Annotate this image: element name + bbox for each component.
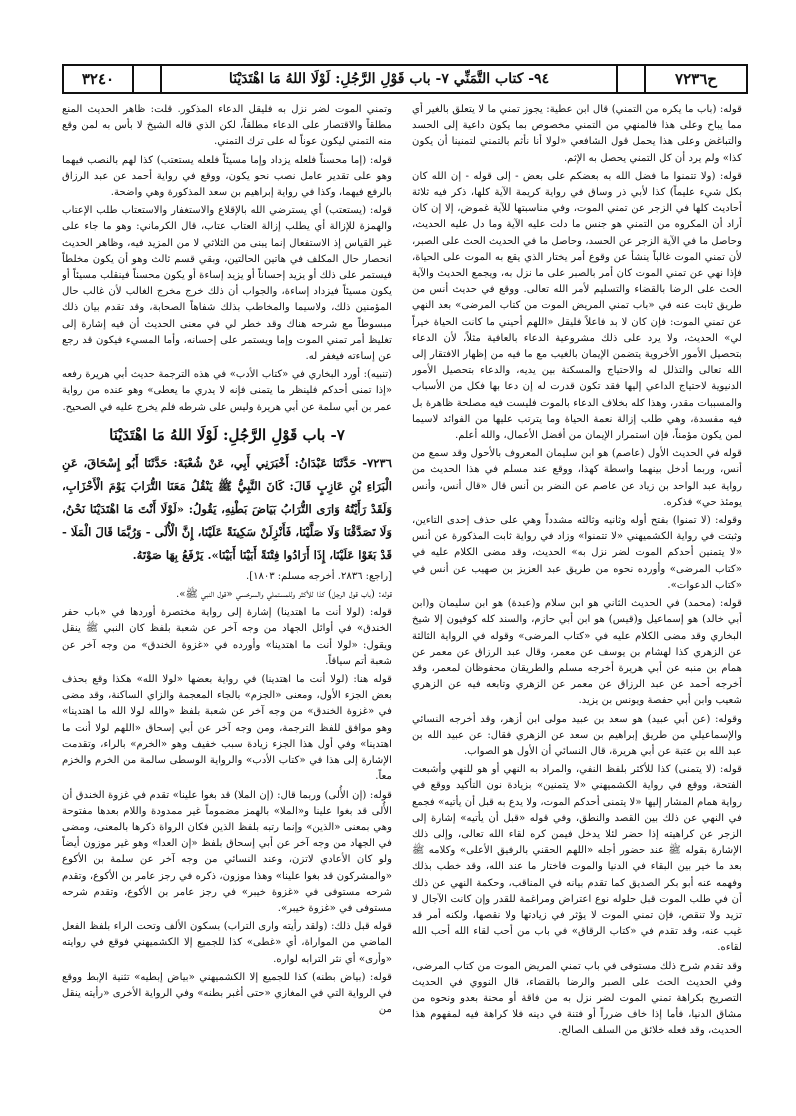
commentary-paragraph: وتمني الموت لضر نزل به فليقل الدعاء المذكور. قلت: ظاهر الحديث المنع مطلقاً والاقتصار على الدعاء مطلقاً، لكن الذي قاله الشيخ لا بأس به لمن وقع منه التمني ليكون عوناً له على ترك التمني.: [62, 104, 392, 148]
commentary-paragraph: وقوله: (عن أبي عبيد) هو سعد بن عبيد مولى ابن أزهر، وقد أخرجه النسائي والإسماعيلي من طريق إبراهيم بن سعد عن الزهري فقال: عن عبيد الله بن عبد الله بن عتبة عن أبي هريرة، قال النسائي أن الأول هو الصواب.: [412, 713, 742, 757]
commentary-paragraph: قوله في الحديث الأول (عاصم) هو ابن سليمان المعروف بالأحول وقد سمع من أنس، وربما أدخل بينهما واسطة كهذا، ووقع عند مسلم في هذا الحديث من رواية عبد الواحد بن زياد عن عاصم عن النضر بن أنس قال «قال أنس، وأنس يومئذ حي» فذكره.: [412, 448, 742, 508]
commentary-paragraph: قوله: (باب قول الرجل) كذا للأكثر وللمستملي والسرخسي «قول النبي ﷺ».: [176, 589, 392, 601]
commentary-paragraph: قوله: (إما محسناً فلعله يزداد وإما مسيئاً فلعله يستعتب) كذا لهم بالنصب فيهما وهو على تقدير عامل نصب نحو يكون، ووقع في رواية أحمد عن عبد الرزاق بالرفع فيهما، وكذا في رواية إبراهيم بن سعد المذكورة وهي واضحة.: [62, 154, 392, 199]
header-divider-cell: [134, 66, 162, 92]
left-column: [62, 102, 392, 1092]
commentary-paragraph: قوله: (يستعتب) أي يسترضي الله بالإقلاع والاستغفار والاستعتاب طلب الإعتاب والهمزة للإزالة أي يطلب إزالة العتاب عتاب، قال الكرماني: وهو ما جاء على غير القياس إذ الاستفعال إنما يبنى من الثلاثي لا من المزيد فيه، وظاهر الحديث انحصار حال المكلف في هاتين الحالتين، وبقي قسم ثالث وهو أن يكون مخلطاً فيستمر على ذلك أو يزيد إحساناً أو يزيد إساءة أو يكون محسناً فينقلب مسيئاً أو يكون مسيئاً فيزداد إساءة، والجواب أن ذلك خرج مخرج الغالب لأن غالب حال المؤمنين ذلك، ولاسيما والمخاطب بذلك شفاهاً الصحابة، وقد تقدم بيان ذلك مبسوطاً مع شرحه هناك وقد خطر لي في معنى الحديث أن فيه إشارة إلى تغليظ أمر تمني الموت وإما ويستمر على إحسانه، وأما المسيء فيكون قد رجع عن إساءته فيغفر له.: [62, 205, 392, 363]
note-paragraph: (تنبيه): أورد البخاري في «كتاب الأدب» في هذه الترجمة حديث أبي هريرة رفعه «إذا تمنى أحدكم فلينظر ما يتمنى فإنه لا يدري ما يعطى» وهو عنده من رواية عمر بن أبي سلمة عن أبي هريرة وليس على شرطه فلم يخرج عليه في الصحيح.: [62, 369, 392, 413]
hadith-references: [راجع: ٢٨٣٦. أخرجه مسلم: ١٨٠٣].: [246, 570, 392, 582]
page-number: ٣٢٤٠: [64, 66, 134, 92]
commentary-paragraph: قوله هنا: (لولا أنت ما اهتدينا) في رواية بعضها «لولا الله» هكذا وقع بحذف بعض الجزء الأول، ومعنى «الجزم» بالجاء المعجمة والزاي الساكنة، وقد مضى في «غزوة الخندق» من وجه آخر عن شعبة بلفظ «والله لولا الله ما اهتدينا» وهو موافق للفظ الترجمة، ومن وجه آخر عن أبي إسحاق «اللهم لولا أنت ما اهتدينا» وفي أول هذا الجزء زيادة سبب خفيف وهو «الخرم» بالراء، وتقدمت الإشارة إلى هذا في «كتاب الأدب» والرواية الوسطى سالمة من الخرم والخزم معاً.: [62, 674, 392, 783]
commentary-paragraph: قوله: (لولا أنت ما اهتدينا) إشارة إلى رواية مختصرة أوردها في «باب حفر الخندق» في أوائل الجهاد من وجه آخر عن شعبة بلفظ كان النبي ﷺ ينقل ويقول: «لولا أنت ما اهتدينا» وأورده في «غزوة الخندق» من وجه آخر عن شعبة أتم سياقاً.: [62, 607, 392, 667]
commentary-paragraph: قوله: (إن الأُلى) وربما قال: (إن الملا) قد بغوا علينا» تقدم في غزوة الخندق أن الأُلى قد بغوا علينا و«الملا» بالهمز مضموماً غير ممدودة واللام بعدها مفتوحة وهي بمعنى «الذين» وإنما رتبه بلفظ الذين فكان الرواة ذكرها بالمعنى، ومضى في الجهاد من وجه آخر عن أبي إسحاق بلفظ «إن العدا» وهو غير موزون أيضاً ولو كان الأعادي لاتزن، وعند النسائي من وجه آخر عن سلمة بن الأكوع «والمشركون قد بغوا علينا» وهذا موزون، ذكره في رجز عامر بن الأكوع، وتقدم شرحه مستوفى في «غزوة خيبر» في رجز عامر بن الأكوع، وتقدم شرحه مستوفى في «غزوة خيبر».: [62, 789, 392, 914]
commentary-paragraph: وقد تقدم شرح ذلك مستوفى في باب تمني المريض الموت من كتاب المرضى، وفي الحديث الحث على الصبر والرضا بالقضاء، قال النووي في الحديث التصريح بكراهة تمني الموت لضر نزل به من فاقة أو محنة بعدو ونحوه من مشاق الدنيا، فأما إذا خاف ضرراً أو فتنة في دينه فلا كراهة فيه لمفهوم هذا الحديث، وقد فعله خلائق من السلف الصالح.: [412, 960, 742, 1037]
right-column: [412, 102, 742, 1092]
hadith-text: ٧٢٣٦- حَدَّثَنَا عَبْدَانُ: أَخْبَرَنِي أَبِي، عَنْ شُعْبَةَ: حَدَّثَنَا أَبُو إِسْحَاقَ، عَنِ الْبَرَاءِ بْنِ عَازِبٍ قَالَ: كَانَ النَّبِيُّ ﷺ يَنْقُلُ مَعَنَا التُّرَابَ يَوْمَ الْأَحْزَابِ، وَلَقَدْ رَأَيْتُهُ وَارَى التُّرَابُ بَيَاضَ بَطْنِهِ، يَقُولُ: «لَوْلَا أَنْتَ مَا اهْتَدَيْنَا نَحْنُ، وَلَا تَصَدَّقْنَا وَلَا صَلَّيْنَا، فَأَنْزِلَنْ سَكِينَةً عَلَيْنَا، إِنَّ الْأُلَى - وَرُبَّمَا قَالَ الْمَلَا - قَدْ بَغَوْا عَلَيْنَا، إِذَا أَرَادُوا فِتْنَةً أَبَيْنَا أَبَيْنَا». يَرْفَعُ بِهَا صَوْتَهُ.: [62, 455, 392, 562]
commentary-paragraph: قوله: (بياض بطنه) كذا للجميع إلا الكشميهني «بياض إبطيه» تثنية الإبط ووقع في الرواية التي في المغازي «حتى أغبر بطنه» وفي الرواية الأخرى «رأيته ينقل من: [62, 971, 392, 1016]
running-header: [62, 64, 748, 94]
commentary-paragraph: قوله: (ولا تتمنوا ما فضل الله به بعضكم على بعض - إلى قوله - إن الله كان بكل شيء عليماً) كذا لأبي ذر وساق في رواية كريمة الآية كلها، ذكر فيه ثلاثة أحاديث كلها في الزجر عن تمني الموت، وفي مناسبتها للآية غموض، إلا إن كان أراد أن المكروه من التمني هو جنس ما دلت عليه الآية وما دل عليه الحديث، وحاصل ما في الآية الزجر عن الحسد، وحاصل ما في الحديث الحث على الصبر، لأن تمني الموت غالباً ينشأ عن وقوع أمر يختار الذي يقع به الموت على الحياة، فإذا نهي عن تمني الموت كان أمر بالصبر على ما نزل به، ويجمع الحديث والآية الحث على الرضا بالقضاء والتسليم لأمر الله تعالى. ووقع في حديث أنس من طريق ثابت عنه في «باب تمني المريض الموت من كتاب المرضى» بعد النهي عن تمني الموت: فإن كان لا بد فاعلاً فليقل «اللهم أحيني ما كانت الحياة خيراً لي» الحديث، ولا يرد على ذلك مشروعية الدعاء بالعافية مثلاً، لأن الدعاء بتحصيل الأمور الأخروية يتضمن الإيمان بالغيب مع ما فيه من إظهار الافتقار إلى الله تعالى والتذلل له والاحتياج والمسكنة بين يديه، والدعاء بتحصيل الأمور الدنيوية لاحتياج الداعي إليها فقد تكون قدرت له إن دعا بها فكل من الأسباب والمسببات مقدر، وهذا كله بخلاف الدعاء بالموت فليست فيه مصلحة ظاهرة بل فيه مفسدة، وهي طلب إزالة نعمة الحياة وما يترتب عليها من الفوائد لاسيما لمن يكون مؤمناً، فإن استمرار الإيمان من أفضل الأعمال، والله أعلم.: [412, 170, 742, 442]
commentary-paragraph: قوله: (لا يتمنى) كذا للأكثر بلفظ النفي، والمراد به النهي أو هو للنهي وأشبعت الفتحة، ووقع في رواية الكشميهني «لا يتمنين» بزيادة نون التأكيد ووقع في رواية همام المشار إليها «لا يتمنى أحدكم الموت، ولا يدع به قبل أن يأتيه» فجمع في النهي عن ذلك بين القصد والنطق، وفي قوله «قبل أن يأتيه» إشارة إلى الزجر عن كراهيته إذا حضر لئلا يدخل فيمن كره لقاء الله تعالى، وإلى ذلك الإشارة بقوله ﷺ عند حضور أجله «اللهم الحقني بالرفيق الأعلى» وكلامه ﷺ بعد ما خير بين البقاء في الدنيا والموت فاختار ما عند الله، وقد خطب بذلك وفهمه عنه أبو بكر الصديق كما تقدم بيانه في المناقب، وحكمة النهي عن ذلك أن في طلب الموت قبل حلوله نوع اعتراض ومراغمة للقدر وإن كانت الآجال لا تزيد ولا تنقص، فإن تمني الموت لا يؤثر في زيادتها ولا نقصها، ولكنه أمر قد غيب عنه، وقد تقدم في «كتاب الرقاق» في باب من أحب لقاء الله أحب الله لقاءه.: [412, 764, 742, 954]
header-title: ٩٤- كتاب التَّمَنِّي ٧- باب قَوْلِ الرَّجُلِ: لَوْلَا اللهُ مَا اهْتَدَيْنَا: [162, 66, 618, 92]
commentary-paragraph: قوله: (باب ما يكره من التمني) قال ابن عطية: يجوز تمني ما لا يتعلق بالغير أي مما يباح وعلى هذا فالمنهي من التمني مخصوص بما يكون داعية إلى الحسد والتباغض وعلى هذا يحمل قول الشافعي «لولا أنا نأثم بالتمني لتمنينا أن يكون كذا» ولم يرد أن كل التمني يحصل به الإثم.: [412, 104, 742, 164]
commentary-paragraph: وقوله: (لا تمنوا) بفتح أوله وثانيه وثالثه مشدداً وهي على حذف إحدى التاءين، وثبتت في رواية الكشميهني «لا تتمنوا» وزاد في رواية ثابت المذكورة عن أنس «لا يتمنين أحدكم الموت لضر نزل به» الحديث، وقد مضى الكلام عليه في «كتاب المرضى» وأورده نحوه من طريق عبد العزيز بن صهيب عن أنس في «كتاب الدعوات».: [412, 515, 742, 591]
hadith-range: ح٧٢٣٦: [675, 70, 717, 88]
chapter-title: ٧- باب قَوْلِ الرَّجُلِ: لَوْلَا اللهُ مَا اهْتَدَيْنَا: [109, 425, 345, 444]
commentary-paragraph: قوله: (محمد) في الحديث الثاني هو ابن سلام و(عبدة) هو ابن سليمان و(ابن أبي خالد) هو إسماعيل و(قيس) هو ابن أبي حازم، والسند كله كوفيون إلا شيخ البخاري وقد مضى الكلام عليه في «كتاب المرضى» وقوله في الرواية الثالثة عن الزهري كذا لهشام بن يوسف عن معمر، وقال عبد الرزاق عن معمر عن همام بن منبه عن أبي هريرة أخرجه مسلم والطريقان محفوظان لمعمر، وقد أخرجه أحمد عن عبد الرزاق عن معمر عن الزهري وتابعه فيه عن الزهري شعيب وابن أبي حفصة ويونس بن يزيد.: [412, 598, 742, 707]
header-divider-cell: [618, 66, 646, 92]
commentary-paragraph: قوله قبل ذلك: (ولقد رأيته وارى التراب) بسكون الألف وتحت الراء بلفظ الفعل الماضي من المواراة، أي «غطى» كذا للجميع إلا الكشميهني فوقع في روايته «وأرى» أي نثر الترابه لواره.: [62, 921, 392, 965]
